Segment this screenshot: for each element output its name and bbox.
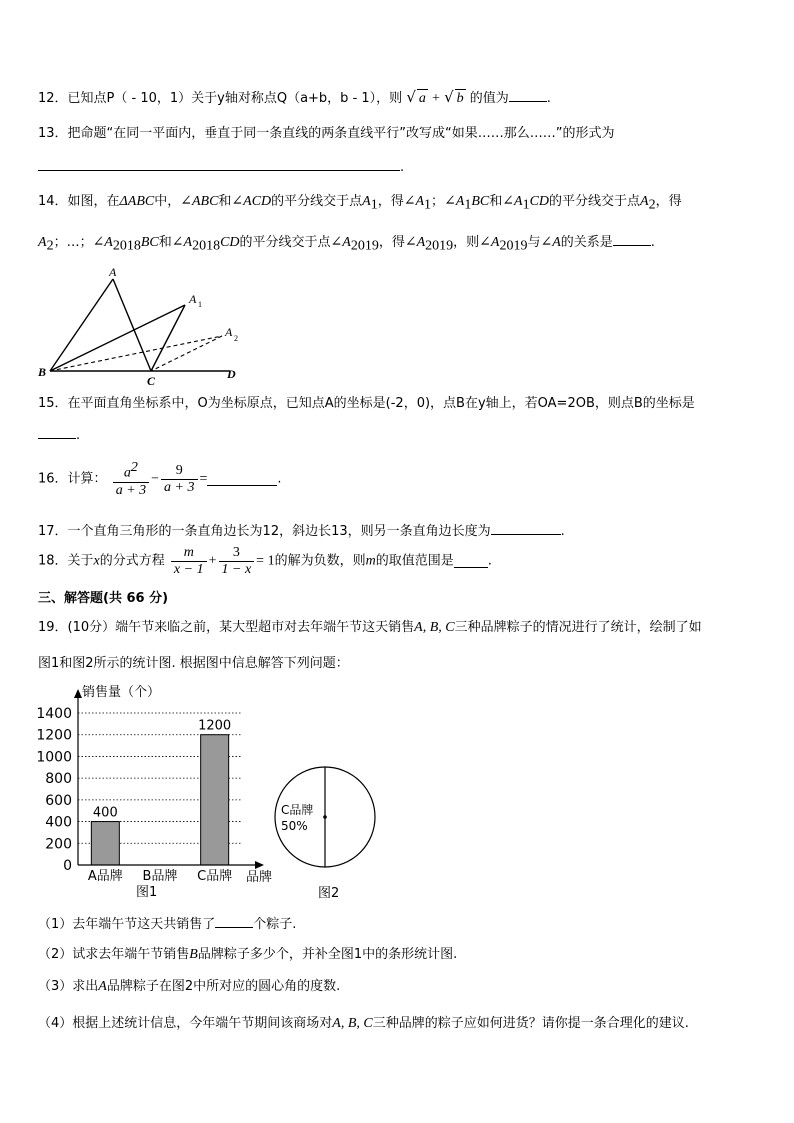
q19-t3: 图1和图2所示的统计图. 根据图中信息解答下列问题： (38, 656, 349, 671)
q13-answer-blank[interactable] (38, 158, 400, 171)
label-a1-sub: 1 (198, 300, 202, 309)
x-tick-label: C品牌 (197, 869, 233, 884)
q14-t7: 和 (489, 194, 503, 209)
q14-answer-blank[interactable] (613, 233, 651, 246)
question-15-answer (38, 426, 80, 445)
y-tick-label: 1000 (36, 749, 72, 766)
bar-3 (201, 735, 229, 865)
q14-t9: ，得 (655, 194, 682, 209)
q19-sub1-blank[interactable] (215, 915, 253, 928)
label-d: D (227, 367, 236, 381)
sqrt-icon: √ (406, 88, 416, 106)
q12-sqrt-b: b (456, 91, 464, 106)
q14-bc: BC (471, 194, 490, 209)
q18-f1-den: x − 1 (173, 562, 204, 577)
q14-sub1: 1 (370, 197, 378, 213)
q14-t6: ； (431, 194, 445, 209)
question-14-line1 (38, 193, 682, 215)
q14-l2-ang1: ∠A (92, 235, 113, 250)
q14-angle-a1: ∠A (403, 194, 425, 209)
q16-fraction-1 (113, 460, 149, 499)
q14-angle-acd: ∠ACD (231, 194, 272, 209)
bar-chart-xticks (88, 868, 232, 884)
q14-l2-t6: 与 (527, 235, 541, 250)
pie-slice-label-c: C品牌 (281, 803, 314, 817)
q14-l2-ang2: ∠A (171, 235, 193, 250)
q12-answer-blank[interactable] (509, 89, 547, 102)
q12-text: 12．已知点P（ - 10，1）关于y轴对称点Q（a+b，b - 1），则 (38, 91, 403, 106)
q14-l2-sub2019a: 2019 (350, 238, 379, 254)
q18-answer-blank[interactable] (454, 555, 488, 568)
q14-t1: 14．如图，在 (38, 194, 120, 209)
q18-plus: + (208, 553, 217, 569)
q19-sub3 (38, 978, 340, 996)
bar-chart-xlabel: 品牌 (246, 870, 273, 885)
q18-f2-num: 3 (219, 545, 255, 562)
q16-f1-den: a + 3 (115, 482, 147, 498)
q14-point-a1: A (362, 194, 371, 209)
q14-t4: 的平分线交于点 (271, 194, 363, 209)
q19-sub4 (38, 1015, 689, 1033)
pie-slice-percent-c: 50% (281, 819, 308, 833)
q18-end: . (487, 553, 492, 569)
q16-minus: − (151, 471, 160, 487)
q12-sqrt-a: a (418, 91, 426, 106)
q14-l2-a2: A (38, 235, 47, 250)
question-19-line2 (38, 655, 349, 673)
q14-angle-a1cd: ∠A (502, 194, 523, 209)
x-axis-arrow-icon (255, 861, 264, 869)
q19-sub1 (38, 915, 296, 934)
q14-l2-t7: 的关系是 (560, 235, 613, 250)
q18-f2-den: 1 − x (221, 562, 252, 577)
q14-l2-end: . (650, 235, 655, 250)
q14-t3: 和 (218, 194, 232, 209)
q18-equals: = 1 (256, 553, 275, 569)
pie-center-dot (323, 815, 327, 819)
q16-f2-num: 9 (161, 463, 197, 480)
q18-t3: 的解为负数，则 (274, 553, 366, 569)
q14-l2-t5: ，则 (453, 235, 480, 250)
label-a1: A (189, 292, 197, 306)
q19-t1: 19．(10分）端午节来临之前，某大型超市对去年端午节这天销售 (38, 620, 415, 635)
q14-l2-sub2018a: 2018 (112, 238, 141, 254)
q15-end: . (76, 428, 81, 443)
q16-f1-num-a: a (123, 465, 131, 481)
q14-angle-a1bc: ∠A (444, 194, 465, 209)
label-a: A (109, 265, 117, 279)
bar-data-label: 1200 (198, 718, 232, 734)
q19-sub2-b: B (189, 947, 198, 962)
line-ba (50, 279, 113, 371)
q19-abc: A, B, C (414, 620, 455, 635)
q16-f1-num-sup: 2 (130, 460, 138, 475)
question-17 (38, 522, 565, 541)
q14-sub1c: 1 (464, 197, 472, 213)
label-c: C (147, 374, 156, 386)
q14-point-a2: A (640, 194, 649, 209)
section-title: 三、解答题(共 66 分) (38, 591, 169, 606)
q14-sub2: 2 (648, 197, 656, 213)
question-13-answer (38, 158, 404, 177)
y-tick-label: 1400 (36, 706, 72, 722)
q14-t5: ，得 (377, 194, 404, 209)
y-tick-label: 0 (63, 858, 72, 874)
q18-x: x (93, 553, 100, 569)
q19-sub2-t1: （2）试求去年端午节销售 (38, 947, 190, 962)
bar-chart (36, 683, 286, 903)
q19-sub4-t2: 三种品牌的粽子应如何进货？请你提一条合理化的建议. (372, 1016, 689, 1031)
q19-sub1-text: （1）去年端午节这天共销售了 (38, 917, 216, 932)
q17-end: . (560, 524, 565, 539)
q14-t2: 中， (154, 194, 181, 209)
bar-chart-bars (91, 719, 231, 865)
q14-l2-sub2019b: 2019 (425, 238, 454, 254)
q16-end: . (277, 471, 282, 487)
question-16 (38, 460, 282, 499)
sqrt-icon: √ (444, 88, 454, 106)
q14-sub1d: 1 (522, 197, 530, 213)
q14-l2-ang3: ∠A (330, 235, 351, 250)
bar-1 (91, 822, 119, 865)
q18-m: m (365, 553, 376, 569)
q14-cd: CD (529, 194, 550, 209)
q14-l2-sub2019c: 2019 (499, 238, 528, 254)
label-b: B (38, 365, 47, 379)
y-axis-arrow-icon (74, 689, 82, 698)
pie-chart (270, 762, 390, 904)
line-a1c (151, 305, 185, 371)
q14-l2-ang6: ∠A (540, 235, 561, 250)
label-a2: A (225, 325, 233, 339)
q14-t8: 的平分线交于点 (549, 194, 641, 209)
q14-l2-t3: 的平分线交于点 (239, 235, 331, 250)
line-ba1 (50, 305, 185, 371)
q14-angle-abc: ∠ABC (180, 194, 219, 209)
q18-t4: 的取值范围是 (375, 553, 454, 569)
y-tick-label: 600 (45, 792, 72, 809)
y-tick-label: 400 (45, 814, 72, 831)
q12-suffix: 的值为 (469, 91, 509, 106)
q14-triangle: ΔABC (119, 194, 155, 209)
q16-label: 16．计算： (38, 471, 107, 487)
q14-l2-t1: ；…； (53, 235, 93, 250)
question-12 (38, 88, 551, 108)
q13-text: 13．把命题“在同一平面内，垂直于同一条直线的两条直线平行”改写成“如果……那么……”的形式为 (38, 126, 615, 141)
q15-answer-blank[interactable] (38, 426, 76, 439)
q18-t1: 18．关于 (38, 553, 94, 569)
q14-l2-t2: 和 (158, 235, 172, 250)
q19-sub2-t2: 品牌粽子多少个，并补全图1中的条形统计图. (197, 947, 458, 962)
bar-chart-yticks (36, 706, 72, 874)
q17-text: 17．一个直角三角形的一条直角边长为12，斜边长13，则另一条直角边长度为 (38, 524, 491, 539)
x-tick-label: B品牌 (142, 869, 178, 884)
bar-data-label: 400 (92, 805, 118, 821)
q18-t2: 的分式方程 (99, 553, 165, 569)
q18-f1-num: m (171, 545, 207, 562)
q14-l2-sub2018b: 2018 (192, 238, 221, 254)
q16-equals: = (199, 471, 208, 487)
y-tick-label: 1200 (36, 727, 72, 744)
q12-plus: + (432, 91, 440, 106)
q16-fraction-2 (161, 463, 197, 496)
q19-sub4-abc: A, B, C (332, 1016, 373, 1031)
q15-text: 15．在平面直角坐标系中，O为坐标原点，已知点A的坐标是(-2，0)，点B在y轴上，若OA=2OB，则点B的坐标是 (38, 396, 695, 411)
q18-fraction-2 (219, 545, 255, 578)
q12-end: . (546, 91, 551, 106)
x-tick-label: A品牌 (87, 869, 123, 884)
q14-sub1b: 1 (424, 197, 432, 213)
question-15 (38, 395, 695, 413)
q14-l2-ang5: ∠A (479, 235, 500, 250)
q14-l2-cd: CD (220, 235, 240, 250)
label-a2-sub: 2 (234, 334, 238, 343)
q17-answer-blank[interactable] (491, 522, 561, 535)
y-tick-label: 200 (45, 836, 72, 853)
question-14-line2 (38, 233, 655, 256)
q14-l2-bc: BC (140, 235, 159, 250)
q19-sub3-t1: （3）求出 (38, 979, 99, 994)
q19-sub2 (38, 946, 457, 964)
q19-sub1-end: 个粽子. (253, 917, 297, 932)
q14-l2-sub2: 2 (46, 238, 54, 254)
pie-chart-title: 图2 (318, 886, 340, 901)
q14-l2-ang4: ∠A (404, 235, 426, 250)
question-19-line1 (38, 619, 702, 637)
bar-chart-ylabel: 销售量（个） (82, 685, 161, 700)
q19-sub3-a: A (98, 979, 107, 994)
y-tick-label: 800 (45, 771, 72, 788)
q19-sub4-t1: （4）根据上述统计信息，今年端午节期间该商场对 (38, 1016, 333, 1031)
q14-l2-t4: ，得 (378, 235, 405, 250)
line-ba2 (50, 336, 222, 371)
question-13 (38, 125, 614, 143)
question-18 (38, 545, 492, 578)
q16-answer-blank[interactable] (207, 473, 277, 486)
q16-f2-den: a + 3 (164, 479, 195, 495)
q13-end: . (400, 160, 405, 175)
triangle-figure (30, 262, 250, 386)
q18-fraction-1 (171, 545, 207, 578)
bar-chart-title: 图1 (136, 885, 158, 900)
line-a2c (151, 336, 222, 371)
q16-f1-num (113, 460, 149, 483)
q19-sub3-t2: 品牌粽子在图2中所对应的圆心角的度数. (106, 979, 341, 994)
q19-t2: 三种品牌粽子的情况进行了统计，绘制了如 (454, 620, 702, 635)
